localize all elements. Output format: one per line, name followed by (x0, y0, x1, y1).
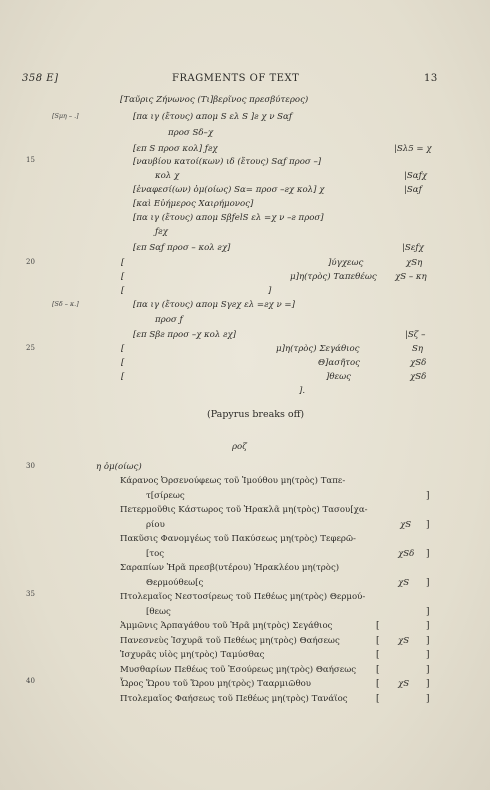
text-line: [ἐναφεσί(ων) ὀμ(οίως) Sα= προσ –ƨχ κολ] χ (133, 185, 325, 195)
page-number: 13 (424, 73, 438, 84)
bracket-mark: ] (426, 665, 430, 675)
bracket-mark: [ (376, 621, 380, 631)
text-line: [ (121, 358, 125, 368)
amount: |Sλ5 = χ (394, 144, 432, 154)
text-line: [πα ιγ (ἔτους) απομ SβƒelS ελ =χ ν –ƨ προσ] (133, 213, 324, 223)
amount: χSδ (410, 358, 427, 368)
line-number: 25 (26, 344, 35, 352)
amount: Sη (412, 344, 424, 354)
text-line: προσ ƒ (155, 315, 183, 325)
name-entry: Πτολεμαῖος Φαήσεως τοῦ Πεθέως μη(τρὸς) Τανάϊος (120, 694, 348, 704)
amount: χS – κη (395, 272, 427, 282)
bracket-mark: [ (376, 694, 380, 704)
bracket-mark: ] (426, 607, 430, 617)
amount: χS (398, 578, 410, 588)
text-line: [ (121, 272, 125, 282)
text-fragment: μ]η(τρὸς) Σεγάθιος (276, 344, 360, 354)
bracket-mark: ] (426, 679, 430, 689)
line-number: 30 (26, 462, 35, 470)
name-entry: Θερμούθεω[ς (146, 578, 204, 588)
running-title: FRAGMENTS OF TEXT (172, 73, 300, 84)
amount: χS (398, 679, 410, 689)
text-fragment: ]ύγχεως (328, 258, 364, 268)
text-line: προσ Sδ–χ (168, 128, 214, 138)
line-number: 15 (26, 156, 35, 164)
bracket-mark: ] (426, 636, 430, 646)
text-line: ƒƨχ (155, 227, 168, 237)
bracket-mark: ] (426, 650, 430, 660)
name-entry: Πετερμοῦθις Κάστωρος τοῦ Ἡρακλᾶ μη(τρὸς) Τασου[χα- (120, 505, 368, 515)
amount: χS (398, 636, 410, 646)
text-line: [Ταῦρις Ζήνωνος (Τι]βερῖνος πρεσβύτερος) (120, 95, 309, 105)
name-entry: Ἀμμῶνις Ἁρπαγάθου τοῦ Ἡρᾶ μη(τρὸς) Σεγάθιος (120, 621, 333, 631)
amount: χS (400, 520, 412, 530)
text-line: [ (121, 258, 125, 268)
name-entry: Πανεσνεὺς Ἰσχυρᾶ τοῦ Πεθέως μη(τρὸς) Θαήσεως (120, 636, 340, 646)
bracket-mark: ] (426, 621, 430, 631)
text-line: [επ S προσ κολ] ƒƨχ (133, 144, 218, 154)
margin-note: [Sδ – κ.] (52, 300, 79, 308)
text-line: [πα ιγ (ἔτους) απομ S ελ S ]ƨ χ ν Sαƒ (133, 112, 293, 122)
text-fragment: ]. (299, 386, 306, 396)
name-entry: Σαραπίων Ἡρᾶ πρεσβ(υτέρου) Ἡρακλέου μη(τρὸς) (120, 563, 340, 573)
name-entry: Ἰσχυρᾶς υἱὸς μη(τρὸς) Ταμύσθας (120, 650, 265, 660)
text-line: [πα ιγ (ἔτους) απομ Sγƨχ ελ =ƨχ ν =] (133, 300, 295, 310)
bracket-mark: ] (426, 520, 430, 530)
margin-note: [Sμη – .] (52, 112, 79, 120)
section-heading: ροζ (232, 442, 247, 452)
text-line: η ὀμ(οίως) (96, 462, 142, 472)
text-fragment: ]θεως (326, 372, 351, 382)
line-number: 35 (26, 590, 35, 598)
text-line: κολ χ (155, 171, 180, 181)
name-entry: Πτολεμαῖος Νεστοσίρεως τοῦ Πεθέως μη(τρὸς) Θερμού- (120, 592, 366, 602)
bracket-mark: [ (376, 679, 380, 689)
name-entry: ρίου (146, 520, 165, 530)
text-line: [καὶ Εὐήμερος Χαιρήμονος] (133, 199, 254, 209)
amount: χSδ (398, 549, 415, 559)
papyrus-break-caption: (Papyrus breaks off) (207, 409, 305, 420)
text-line: [ναυβίου κατοί(κων) ιδ (ἔτους) Sαƒ προσ –] (133, 157, 322, 167)
name-entry: Μυσθαρίων Πεθέως τοῦ Ἐσούρεως μη(τρὸς) Θαήσεως (120, 665, 357, 675)
name-entry: Ὧρος Ὥρου τοῦ Ὥρου μη(τρὸς) Τααρμιῶθου (120, 679, 312, 689)
bracket-mark: [ (376, 665, 380, 675)
amount: χSδ (410, 372, 427, 382)
text-fragment: Θ]ασῆτος (318, 358, 360, 368)
text-fragment: ] (268, 286, 272, 296)
amount: χSη (406, 258, 423, 268)
bracket-mark: [ (376, 650, 380, 660)
text-line: [ (121, 286, 125, 296)
name-entry: [θεως (146, 607, 171, 617)
section-reference: 358 E] (22, 73, 59, 84)
bracket-mark: ] (426, 549, 430, 559)
name-entry: [τος (146, 549, 165, 559)
line-number: 40 (26, 677, 35, 685)
bracket-mark: ] (426, 578, 430, 588)
amount: |Sαƒχ (404, 171, 427, 181)
amount: |Sζ – (405, 330, 426, 340)
name-entry: Πακῦσις Φανομγέως τοῦ Πακύσεως μη(τρὸς) Τεφερῶ- (120, 534, 356, 544)
amount: |Sαƒ (404, 185, 422, 195)
text-line: [επ Sαƒ προσ – κολ ƨχ] (133, 243, 231, 253)
bracket-mark: ] (426, 491, 430, 501)
text-line: [ (121, 344, 125, 354)
text-fragment: μ]η(τρὸς) Ταπεθέως (290, 272, 377, 282)
text-line: [επ Sβƨ προσ –χ κολ ƨχ] (133, 330, 237, 340)
amount: |Sεƒχ (402, 243, 424, 253)
name-entry: τ[σίρεως (146, 491, 185, 501)
name-entry: Κάρανος Ὀρσενούφεως τοῦ Ἰμούθου μη(τρὸς) Ταπε- (120, 476, 346, 486)
line-number: 20 (26, 258, 35, 266)
text-line: [ (121, 372, 125, 382)
bracket-mark: ] (426, 694, 430, 704)
bracket-mark: [ (376, 636, 380, 646)
